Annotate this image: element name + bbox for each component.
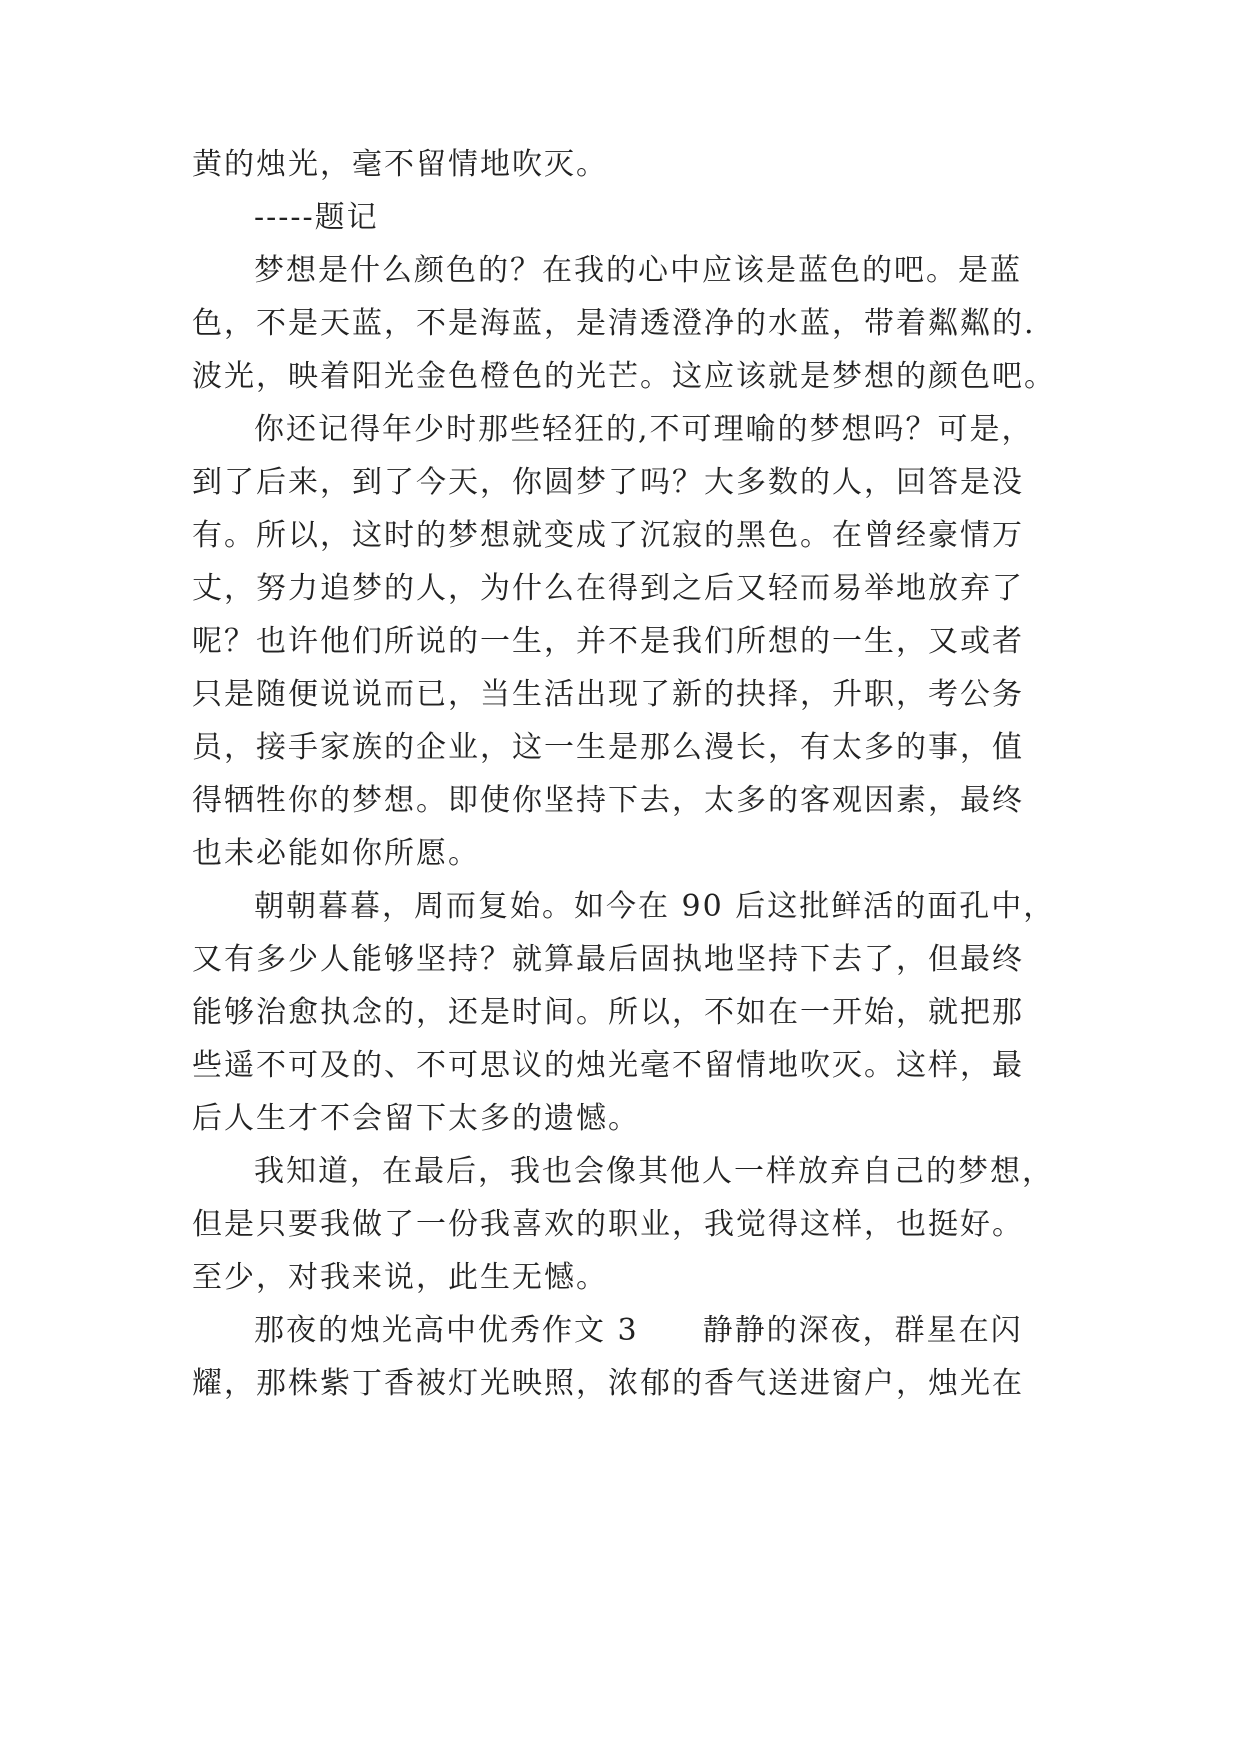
text-line: 有。所以，这时的梦想就变成了沉寂的黑色。在曾经豪情万 <box>192 518 1024 553</box>
text-line: 但是只要我做了一份我喜欢的职业，我觉得这样，也挺好。 <box>192 1207 1024 1242</box>
text-line: 得牺牲你的梦想。即使你坚持下去，太多的客观因素，最终 <box>192 783 1024 818</box>
epigraph-attribution: -----题记 <box>254 200 379 235</box>
text-line: 色，不是天蓝，不是海蓝，是清透澄净的水蓝，带着粼粼的. <box>192 306 1036 341</box>
text-line: 能够治愈执念的，还是时间。所以，不如在一开始，就把那 <box>192 995 1024 1030</box>
text-line: 至少，对我来说，此生无憾。 <box>192 1260 608 1295</box>
text-line: 丈，努力追梦的人，为什么在得到之后又轻而易举地放弃了 <box>192 571 1024 606</box>
text-line: 呢？也许他们所说的一生，并不是我们所想的一生，又或者 <box>192 624 1024 659</box>
text-line: 也未必能如你所愿。 <box>192 836 480 871</box>
paragraph-start: 朝朝暮暮，周而复始。如今在 90 后这批鲜活的面孔中， <box>254 889 1056 924</box>
text-line: 波光，映着阳光金色橙色的光芒。这应该就是梦想的颜色吧。 <box>192 359 1056 394</box>
text-line: 耀，那株紫丁香被灯光映照，浓郁的香气送进窗户，烛光在 <box>192 1366 1024 1401</box>
text-line: 到了后来，到了今天，你圆梦了吗？大多数的人，回答是没 <box>192 465 1024 500</box>
text-line: 后人生才不会留下太多的遗憾。 <box>192 1101 640 1136</box>
text-line: 只是随便说说而已，当生活出现了新的抉择，升职，考公务 <box>192 677 1024 712</box>
text-line: 员，接手家族的企业，这一生是那么漫长，有太多的事，值 <box>192 730 1024 765</box>
paragraph-start: 梦想是什么颜色的？在我的心中应该是蓝色的吧。是蓝 <box>254 253 1022 288</box>
paragraph-start: 我知道，在最后，我也会像其他人一样放弃自己的梦想， <box>254 1154 1054 1189</box>
text-line: 又有多少人能够坚持？就算最后固执地坚持下去了，但最终 <box>192 942 1024 977</box>
text-line: 些遥不可及的、不可思议的烛光毫不留情地吹灭。这样，最 <box>192 1048 1024 1083</box>
paragraph-start: 你还记得年少时那些轻狂的,不可理喻的梦想吗？可是， <box>254 412 1034 447</box>
text-line: 黄的烛光，毫不留情地吹灭。 <box>192 147 608 182</box>
paragraph-start: 那夜的烛光高中优秀作文 3 静静的深夜，群星在闪 <box>254 1313 1023 1348</box>
